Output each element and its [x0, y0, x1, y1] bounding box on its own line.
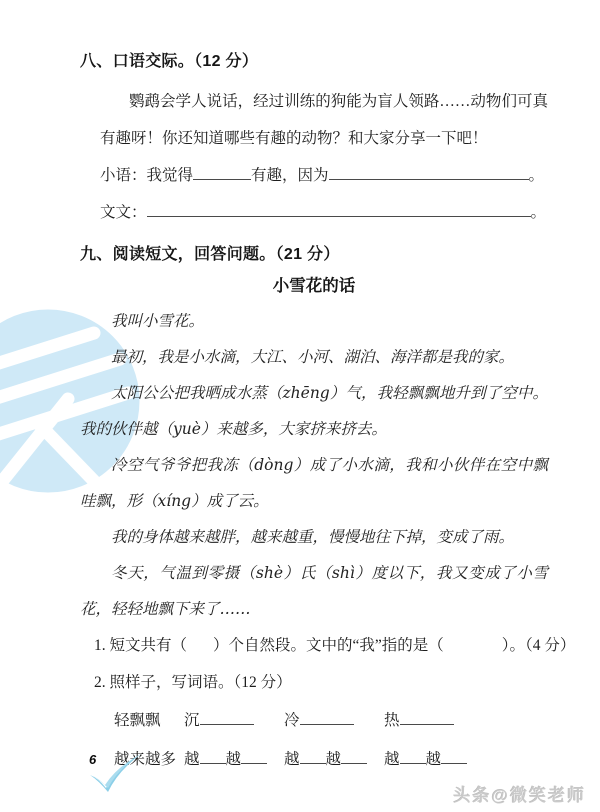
example-word: 越来越多	[114, 751, 177, 768]
question-1	[94, 627, 576, 664]
worksheet-content	[80, 50, 576, 779]
xiaoyu-prefix: 小语：我觉得	[100, 167, 194, 184]
blank-line	[400, 749, 426, 764]
question-1-text: ）。（4 分）	[501, 637, 576, 654]
blank-line	[300, 710, 354, 725]
fill-item-char: 热	[384, 712, 400, 729]
fill-item	[284, 701, 384, 740]
question-2: 2. 照样子，写词语。（12 分）	[94, 674, 292, 691]
question-1-text: ）个自然段。文中的“我”指的是（	[213, 637, 444, 654]
blank-line	[193, 165, 251, 180]
passage-paragraph: 我叫小雪花。	[111, 312, 205, 330]
blank-line	[147, 202, 531, 217]
fill-item-char: 越	[425, 751, 442, 768]
xiaoyu-answer-line	[100, 157, 548, 194]
blank-line	[200, 710, 254, 725]
word-exercise-row	[114, 740, 548, 779]
wenwen-answer-line	[100, 194, 548, 231]
fill-item-char: 越	[225, 751, 242, 768]
word-exercise-row	[114, 701, 548, 740]
reading-passage	[80, 303, 548, 627]
xiaoyu-end: 。	[528, 167, 545, 184]
passage-paragraph: 最初，我是小水滴，大江、小河、湖泊、海洋都是我的家。	[111, 348, 515, 366]
blank-line	[241, 749, 267, 764]
fill-item-char: 越	[325, 751, 342, 768]
section-9-heading: 九、阅读短文，回答问题。（21 分）	[80, 246, 340, 263]
fill-item	[184, 740, 284, 779]
blank-line	[400, 710, 454, 725]
wenwen-prefix: 文文：	[100, 204, 147, 221]
xiaoyu-mid: 有趣，因为	[251, 167, 329, 184]
fill-item	[384, 701, 484, 740]
example-word: 轻飘飘	[114, 712, 161, 729]
watermark-text: 头条@微笑老师	[453, 786, 586, 805]
fill-item-char: 越	[284, 751, 300, 768]
question-1-text: 1. 短文共有（	[94, 637, 188, 654]
blank-line	[300, 749, 326, 764]
passage-paragraph: 冬天，气温到零摄（shè）氏（shì）度以下，我又变成了小雪花，轻轻地飘下来了……	[80, 564, 548, 618]
fill-item-char: 冷	[284, 712, 300, 729]
wenwen-end: 。	[530, 204, 547, 221]
fill-item	[384, 740, 484, 779]
fill-item-char: 越	[384, 751, 400, 768]
fill-item-char: 越	[184, 751, 200, 768]
section-8-heading: 八、口语交际。（12 分）	[80, 53, 259, 70]
passage-paragraph: 冷空气爷爷把我冻（dòng）成了小水滴，我和小伙伴在空中飘哇飘，形（xíng）成了云。	[80, 456, 548, 510]
blank-line	[441, 749, 467, 764]
fill-item	[284, 740, 384, 779]
fill-item-char: 沉	[184, 712, 200, 729]
passage-title: 小雪花的话	[272, 277, 356, 295]
passage-paragraph: 太阳公公把我晒成水蒸（zhēng）气，我轻飘飘地升到了空中。我的伙伴越（yuè）来越多，大家挤来挤去。	[80, 384, 548, 438]
blank-line	[200, 749, 226, 764]
passage-paragraph: 我的身体越来越胖，越来越重，慢慢地往下掉，变成了雨。	[111, 528, 515, 546]
oral-communication-prompt: 鹦鹉会学人说话，经过训练的狗能为盲人领路……动物们可真有趣呀！你还知道哪些有趣的动物？和大家分享一下吧！	[100, 93, 548, 147]
page-number: 6	[89, 752, 97, 767]
fill-item	[184, 701, 284, 740]
blank-line	[329, 165, 529, 180]
blank-line	[341, 749, 367, 764]
